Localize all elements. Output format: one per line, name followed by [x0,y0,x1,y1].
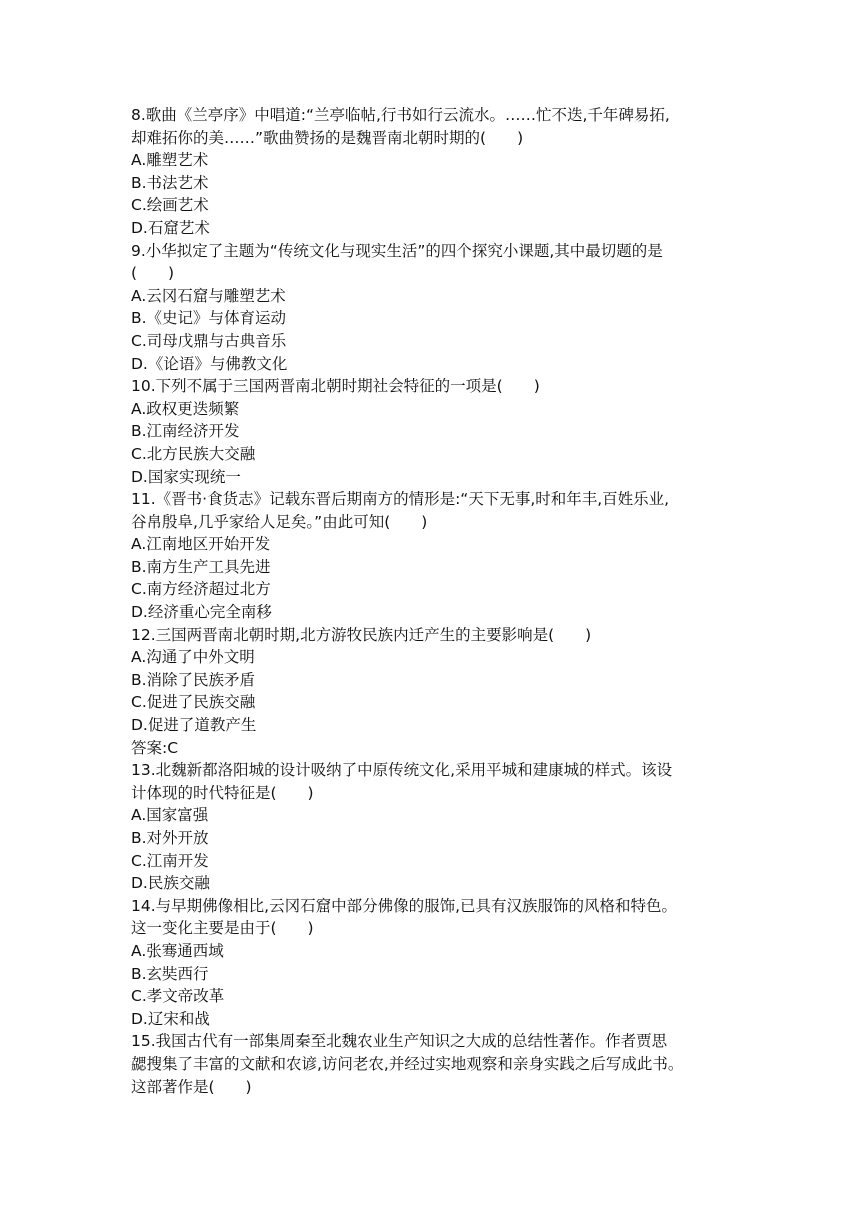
question-block [131,488,743,624]
answer-option: B.《史记》与体育运动 [131,309,287,328]
question-stem-line: 15.我国古代有一部集周秦至北魏农业生产知识之大成的总结性著作。作者贾思 [131,1032,668,1051]
answer-option: A.云冈石窟与雕塑艺术 [131,286,286,305]
answer-key: 答案:C [131,738,179,757]
question-stem-line: 13.北魏新都洛阳城的设计吸纳了中原传统文化,采用平城和建康城的样式。该设 [131,761,673,780]
answer-option: D.国家实现统一 [131,467,241,486]
question-block [131,759,743,895]
answer-option: C.孝文帝改革 [131,987,225,1006]
answer-option: D.辽宋和战 [131,1009,210,1028]
question-block [131,895,743,1031]
answer-option: B.玄奘西行 [131,964,209,983]
question-stem-line: 勰搜集了丰富的文献和农谚,访问老农,并经过实地观察和亲身实践之后写成此书。 [131,1054,684,1073]
answer-option: C.促进了民族交融 [131,693,256,712]
question-stem-line: 却难拓你的美……”歌曲赞扬的是魏晋南北朝时期的( ) [131,128,524,147]
answer-option: B.消除了民族矛盾 [131,670,256,689]
answer-option: D.促进了道教产生 [131,716,257,735]
answer-option: C.司母戊鼎与古典音乐 [131,331,287,350]
answer-option: C.北方民族大交融 [131,444,256,463]
question-block [131,240,743,376]
question-stem-line: 9.小华拟定了主题为“传统文化与现实生活”的四个探究小课题,其中最切题的是 [131,241,663,260]
question-stem-line: ( ) [131,264,175,283]
answer-option: A.政权更迭频繁 [131,399,240,418]
question-block [131,1030,743,1098]
question-stem-line: 14.与早期佛像相比,云冈石窟中部分佛像的服饰,已具有汉族服饰的风格和特色。 [131,896,678,915]
answer-option: B.江南经济开发 [131,422,240,441]
question-list [131,104,743,1098]
question-block [131,624,743,760]
answer-option: A.雕塑艺术 [131,151,209,170]
answer-option: D.石窟艺术 [131,218,210,237]
question-stem-line: 谷帛殷阜,几乎家给人足矣。”由此可知( ) [131,512,428,531]
answer-option: A.江南地区开始开发 [131,535,271,554]
answer-option: C.绘画艺术 [131,196,209,215]
answer-option: A.张骞通西域 [131,941,224,960]
question-stem-line: 11.《晋书·食货志》记载东晋后期南方的情形是:“天下无事,时和年丰,百姓乐业, [131,490,670,509]
question-stem-line: 8.歌曲《兰亭序》中唱道:“兰亭临帖,行书如行云流水。……忙不迭,千年碑易拓, [131,106,670,124]
question-stem-line: 这部著作是( ) [131,1077,252,1096]
answer-option: A.国家富强 [131,806,209,825]
question-stem-line: 这一变化主要是由于( ) [131,919,314,938]
question-block [131,104,743,240]
question-stem-line: 计体现的时代特征是( ) [131,783,314,802]
answer-option: B.南方生产工具先进 [131,557,271,576]
answer-option: D.《论语》与佛教文化 [131,354,288,373]
answer-option: D.民族交融 [131,874,210,893]
answer-option: D.经济重心完全南移 [131,603,272,622]
answer-option: B.对外开放 [131,829,209,847]
question-block [131,375,743,488]
question-stem-line: 12.三国两晋南北朝时期,北方游牧民族内迁产生的主要影响是( ) [131,625,592,644]
answer-option: A.沟通了中外文明 [131,648,255,667]
answer-option: B.书法艺术 [131,173,209,192]
answer-option: C.江南开发 [131,851,209,870]
question-stem-line: 10.下列不属于三国两晋南北朝时期社会特征的一项是( ) [131,377,540,396]
answer-option: C.南方经济超过北方 [131,580,271,599]
